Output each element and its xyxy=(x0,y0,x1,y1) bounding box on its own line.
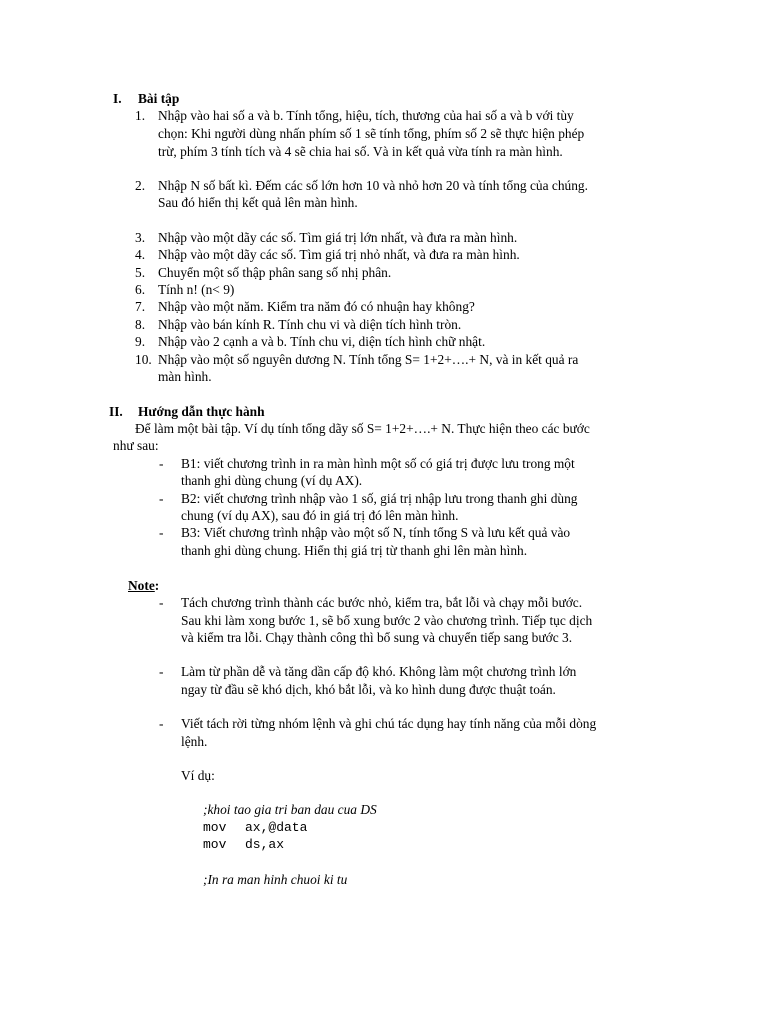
list-item-number: 1. xyxy=(135,108,146,123)
note-text: Viết tách rời từng nhóm lệnh và ghi chú tác dụng hay tính năng của mỗi dòng xyxy=(181,716,597,731)
list-item-text: Nhập vào một dãy các số. Tìm giá trị lớn nhất, và đưa ra màn hình. xyxy=(158,230,518,245)
note-text: Làm từ phần dễ và tăng dần cấp độ khó. Không làm một chương trình lớn xyxy=(181,664,577,679)
step-dash: - xyxy=(159,456,164,471)
code-args: ax,@data xyxy=(245,820,308,835)
list-item-text: Nhập vào một số nguyên dương N. Tính tổng S= 1+2+….+ N, và in kết quả ra xyxy=(158,352,579,367)
list-item-number: 2. xyxy=(135,178,146,193)
code-op: mov xyxy=(203,820,227,835)
note-text: ngay từ đầu sẽ khó dịch, khó bắt lỗi, và ko hình dung được thuật toán. xyxy=(181,682,556,697)
note-text: và kiểm tra lỗi. Chạy thành công thì bổ sung và chuyển tiếp sang bước 3. xyxy=(181,630,573,645)
list-item-number: 9. xyxy=(135,334,146,349)
list-item-text: Nhập vào hai số a và b. Tính tổng, hiệu, tích, thương của hai số a và b với tùy xyxy=(158,108,574,123)
note-dash: - xyxy=(159,664,164,679)
note-text: Tách chương trình thành các bước nhỏ, kiểm tra, bắt lỗi và chạy mỗi bước. xyxy=(181,595,583,610)
step-dash: - xyxy=(159,525,164,540)
list-item-text: Tính n! (n< 9) xyxy=(158,282,235,297)
note-dash: - xyxy=(159,595,164,610)
note-dash: - xyxy=(159,716,164,731)
intro-text: Để làm một bài tập. Ví dụ tính tổng dãy số S= 1+2+….+ N. Thực hiện theo các bước xyxy=(135,421,590,436)
list-item-text: Nhập vào bán kính R. Tính chu vi và diện tích hình tròn. xyxy=(158,317,462,332)
step-text: thanh ghi dùng chung (ví dụ AX). xyxy=(181,473,363,488)
code-op: mov xyxy=(203,837,227,852)
list-item-number: 8. xyxy=(135,317,146,332)
note-heading xyxy=(128,577,159,594)
note-title: Note xyxy=(128,578,155,593)
section2-title: Hướng dẫn thực hành xyxy=(138,404,265,419)
intro-text: như sau: xyxy=(113,438,159,453)
code-comment: ;In ra man hinh chuoi ki tu xyxy=(203,872,348,887)
example-label: Ví dụ: xyxy=(181,768,215,783)
note-colon: : xyxy=(154,578,160,593)
list-item-number: 5. xyxy=(135,265,146,280)
list-item-text: Sau đó hiển thị kết quả lên màn hình. xyxy=(158,195,358,210)
list-item-number: 6. xyxy=(135,282,146,297)
code-comment: ;khoi tao gia tri ban dau cua DS xyxy=(203,802,377,817)
note-text: lệnh. xyxy=(181,734,208,749)
step-text: thanh ghi dùng chung. Hiển thị giá trị từ thanh ghi lên màn hình. xyxy=(181,543,528,558)
list-item-number: 3. xyxy=(135,230,146,245)
step-dash: - xyxy=(159,491,164,506)
step-text: chung (ví dụ AX), sau đó in giá trị đó lên màn hình. xyxy=(181,508,459,523)
step-text: B2: viết chương trình nhập vào 1 số, giá trị nhập lưu trong thanh ghi dùng xyxy=(181,491,578,506)
note-text: Sau khi làm xong bước 1, sẽ bổ xung bước 2 vào chương trình. Tiếp tục dịch xyxy=(181,613,593,628)
list-item-text: chọn: Khi người dùng nhấn phím số 1 sẽ tính tổng, phím số 2 sẽ thực hiện phép xyxy=(158,126,585,141)
section2-numeral: II. xyxy=(109,404,123,419)
list-item-text: trừ, phím 3 tính tích và 4 sẽ chia hai số. Và in kết quả vừa tính ra màn hình. xyxy=(158,144,563,159)
section1-numeral: I. xyxy=(113,91,122,106)
list-item-text: màn hình. xyxy=(158,369,212,384)
list-item-text: Chuyển một số thập phân sang số nhị phân. xyxy=(158,265,392,280)
step-text: B3: Viết chương trình nhập vào một số N, tính tổng S và lưu kết quả vào xyxy=(181,525,571,540)
step-text: B1: viết chương trình in ra màn hình một số có giá trị được lưu trong một xyxy=(181,456,575,471)
list-item-text: Nhập vào 2 cạnh a và b. Tính chu vi, diện tích hình chữ nhật. xyxy=(158,334,486,349)
list-item-text: Nhập vào một năm. Kiểm tra năm đó có nhuận hay không? xyxy=(158,299,475,314)
section1-title: Bài tập xyxy=(138,91,180,106)
list-item-text: Nhập N số bất kì. Đếm các số lớn hơn 10 và nhỏ hơn 20 và tính tổng của chúng. xyxy=(158,178,588,193)
list-item-number: 4. xyxy=(135,247,146,262)
list-item-number: 10. xyxy=(135,352,152,367)
code-args: ds,ax xyxy=(245,837,285,852)
list-item-text: Nhập vào một dãy các số. Tìm giá trị nhỏ nhất, và đưa ra màn hình. xyxy=(158,247,520,262)
list-item-number: 7. xyxy=(135,299,146,314)
